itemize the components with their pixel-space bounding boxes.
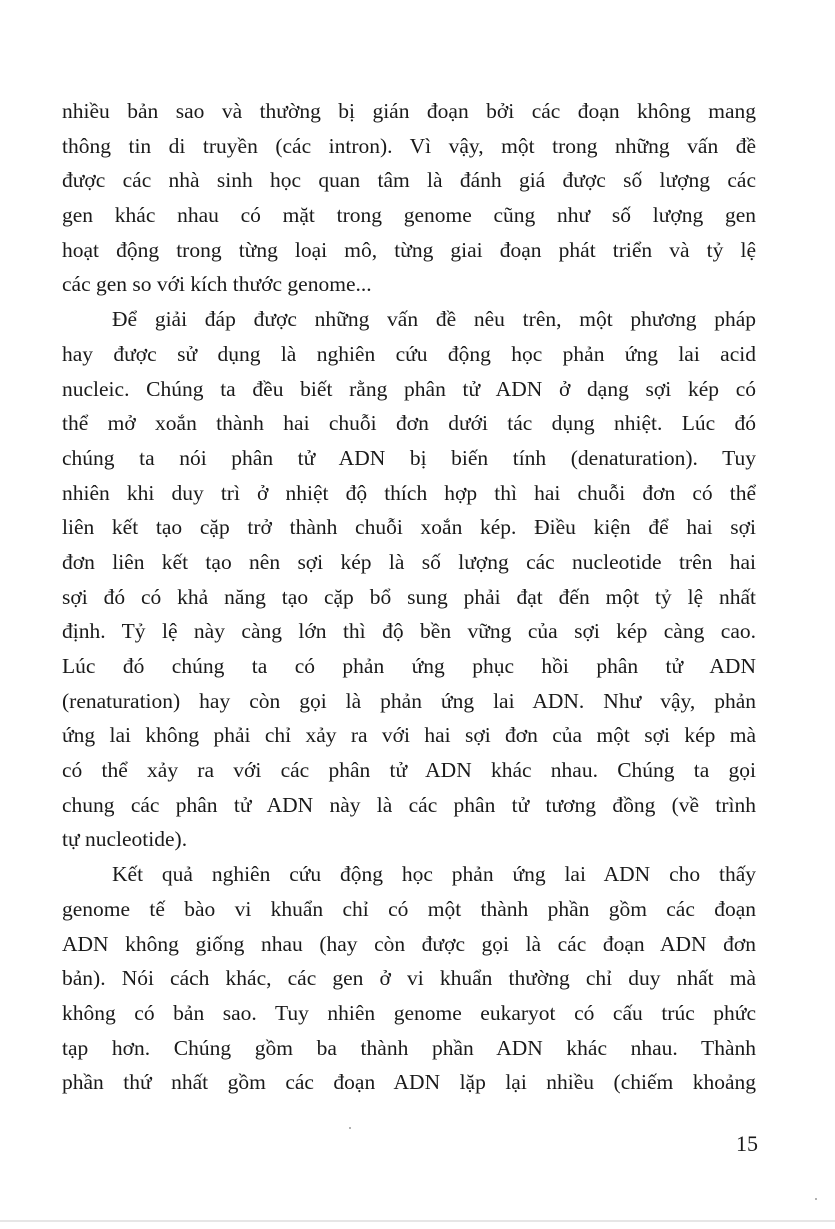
body-text <box>62 94 756 1100</box>
scan-speck <box>349 1127 351 1129</box>
scan-speck <box>815 1198 817 1200</box>
text-line: Để giải đáp được những vấn đề nêu trên, một phương pháp <box>112 307 756 332</box>
text-line: ADN không giống nhau (hay còn được gọi là các đoạn ADN đơn <box>62 931 756 956</box>
text-line: Lúc đó chúng ta có phản ứng phục hồi phân tử ADN <box>62 654 756 678</box>
paragraph-2 <box>62 302 756 857</box>
page-number: 15 <box>736 1131 758 1156</box>
text-line: sợi đó có khả năng tạo cặp bổ sung phải đạt đến một tỷ lệ nhất <box>62 584 756 609</box>
text-line: nucleic. Chúng ta đều biết rằng phân tử ADN ở dạng sợi kép có <box>62 376 756 401</box>
text-line: gen khác nhau có mặt trong genome cũng như số lượng gen <box>62 203 756 228</box>
text-line: các gen so với kích thước genome... <box>62 272 372 297</box>
text-line: tự nucleotide). <box>62 827 188 852</box>
text-line: có thể xảy ra với các phân tử ADN khác nhau. Chúng ta gọi <box>62 758 756 783</box>
text-line: ứng lai không phải chỉ xảy ra với hai sợi đơn của một sợi kép mà <box>62 723 756 748</box>
text-line: bản). Nói cách khác, các gen ở vi khuẩn thường chỉ duy nhất mà <box>62 966 756 991</box>
text-line: không có bản sao. Tuy nhiên genome eukaryot có cấu trúc phức <box>62 1000 756 1025</box>
scan-edge-line <box>0 1220 835 1222</box>
text-line: thông tin di truyền (các intron). Vì vậy, một trong những vấn đề <box>62 133 756 158</box>
paragraph-3 <box>62 857 756 1100</box>
text-line: (renaturation) hay còn gọi là phản ứng lai ADN. Như vậy, phản <box>62 688 756 713</box>
text-line: thể mở xoắn thành hai chuỗi đơn dưới tác dụng nhiệt. Lúc đó <box>62 411 756 436</box>
text-line: đơn liên kết tạo nên sợi kép là số lượng các nucleotide trên hai <box>62 549 756 574</box>
text-line: chung các phân tử ADN này là các phân tử tương đồng (về trình <box>62 792 756 817</box>
text-line: Kết quả nghiên cứu động học phản ứng lai ADN cho thấy <box>112 862 756 887</box>
text-line: tạp hơn. Chúng gồm ba thành phần ADN khác nhau. Thành <box>62 1035 756 1060</box>
text-line: nhiên khi duy trì ở nhiệt độ thích hợp thì hai chuỗi đơn có thể <box>62 480 756 505</box>
text-line: chúng ta nói phân tử ADN bị biến tính (denaturation). Tuy <box>62 445 756 470</box>
text-line: được các nhà sinh học quan tâm là đánh giá được số lượng các <box>62 168 756 193</box>
text-line: định. Tỷ lệ này càng lớn thì độ bền vững của sợi kép càng cao. <box>62 619 756 644</box>
text-line: phần thứ nhất gồm các đoạn ADN lặp lại nhiều (chiếm khoảng <box>62 1070 756 1095</box>
text-line: liên kết tạo cặp trở thành chuỗi xoắn kép. Điều kiện để hai sợi <box>62 515 756 540</box>
text-line: hay được sử dụng là nghiên cứu động học phản ứng lai acid <box>62 341 756 366</box>
text-line: nhiều bản sao và thường bị gián đoạn bởi các đoạn không mang <box>62 99 756 123</box>
text-line: hoạt động trong từng loại mô, từng giai đoạn phát triển và tỷ lệ <box>62 237 756 262</box>
paragraph-1 <box>62 94 756 302</box>
text-line: genome tế bào vi khuẩn chỉ có một thành phần gồm các đoạn <box>62 896 756 921</box>
